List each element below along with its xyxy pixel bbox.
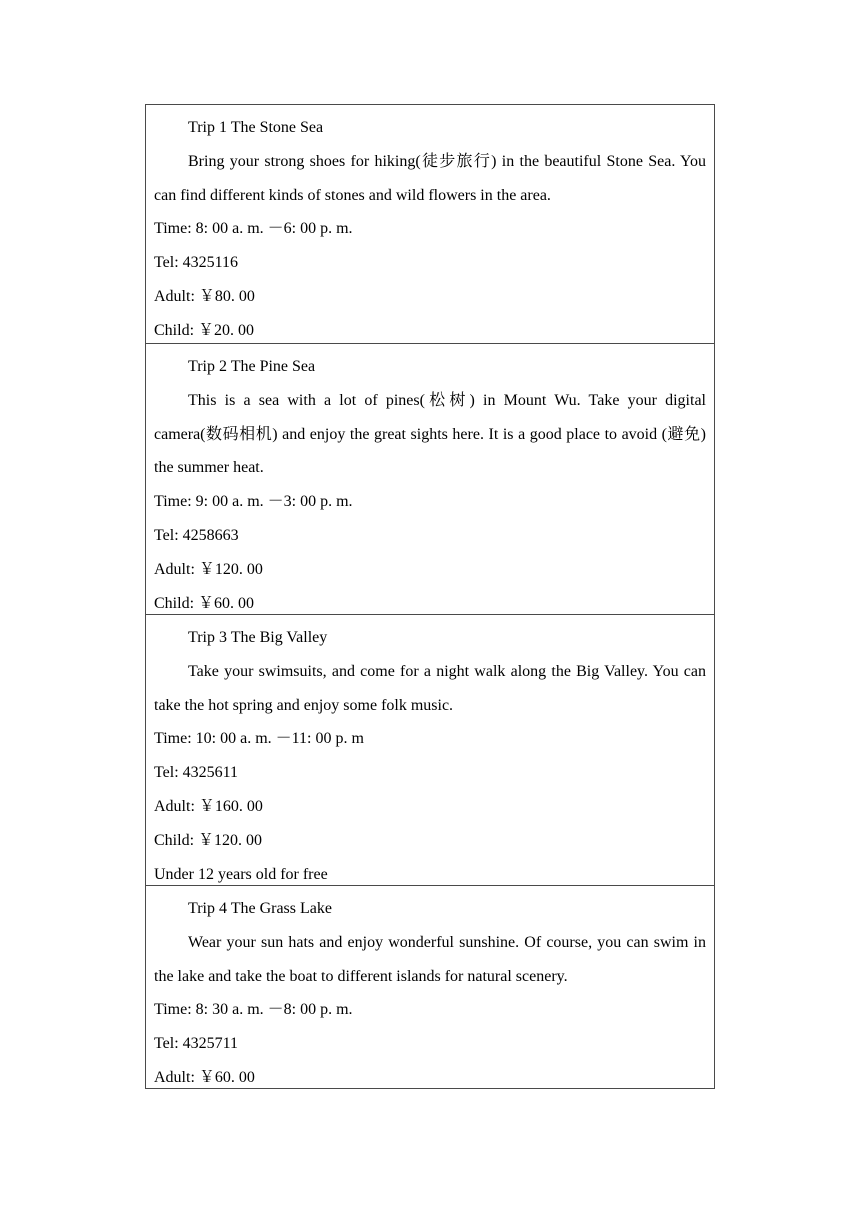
trip-tel: Tel: 4325711 [154, 1035, 239, 1053]
trip-child-price: Child: ￥60. 00 [154, 594, 255, 612]
trip-title: Trip 2 The Pine Sea [188, 358, 316, 375]
trip-note: Under 12 years old for free [154, 865, 328, 883]
trip-title: Trip 1 The Stone Sea [188, 119, 324, 136]
trip-description: Bring your strong shoes for hiking(徒步旅行) in the beautiful Stone Sea. You can find different kinds of stones and wild flowers in the area. [154, 152, 706, 204]
trip-adult-price: Adult: ￥60. 00 [154, 1068, 255, 1086]
trips-table [145, 104, 715, 1089]
trip-title: Trip 3 The Big Valley [188, 629, 328, 646]
trip-4-cell [146, 885, 714, 1088]
trip-adult-price: Adult: ￥120. 00 [154, 560, 263, 578]
trip-2-cell [146, 343, 714, 614]
trip-description: This is a sea with a lot of pines(松树) in Mount Wu. Take your digital camera(数码相机) and enjoy the great sights here. It is a good place to avoid (避免) the summer heat. [154, 391, 706, 477]
trip-child-price: Child: ￥20. 00 [154, 321, 255, 339]
trip-time: Time: 8: 00 a. m. －6: 00 p. m. [154, 220, 353, 238]
trip-tel: Tel: 4258663 [154, 526, 239, 544]
trip-tel: Tel: 4325116 [154, 254, 239, 272]
trip-adult-price: Adult: ￥160. 00 [154, 797, 263, 815]
trip-time: Time: 8: 30 a. m. －8: 00 p. m. [154, 1001, 353, 1019]
trip-1-cell [146, 105, 714, 343]
trip-adult-price: Adult: ￥80. 00 [154, 287, 255, 305]
trip-time: Time: 9: 00 a. m. －3: 00 p. m. [154, 493, 353, 511]
trip-description: Wear your sun hats and enjoy wonderful sunshine. Of course, you can swim in the lake and take the boat to different islands for natural scenery. [154, 933, 706, 985]
trip-title: Trip 4 The Grass Lake [188, 900, 332, 917]
trip-tel: Tel: 4325611 [154, 764, 239, 782]
trip-time: Time: 10: 00 a. m. －11: 00 p. m [154, 730, 364, 748]
trip-3-cell [146, 614, 714, 885]
trip-description: Take your swimsuits, and come for a night walk along the Big Valley. You can take the hot spring and enjoy some folk music. [154, 662, 706, 714]
trip-child-price: Child: ￥120. 00 [154, 831, 263, 849]
